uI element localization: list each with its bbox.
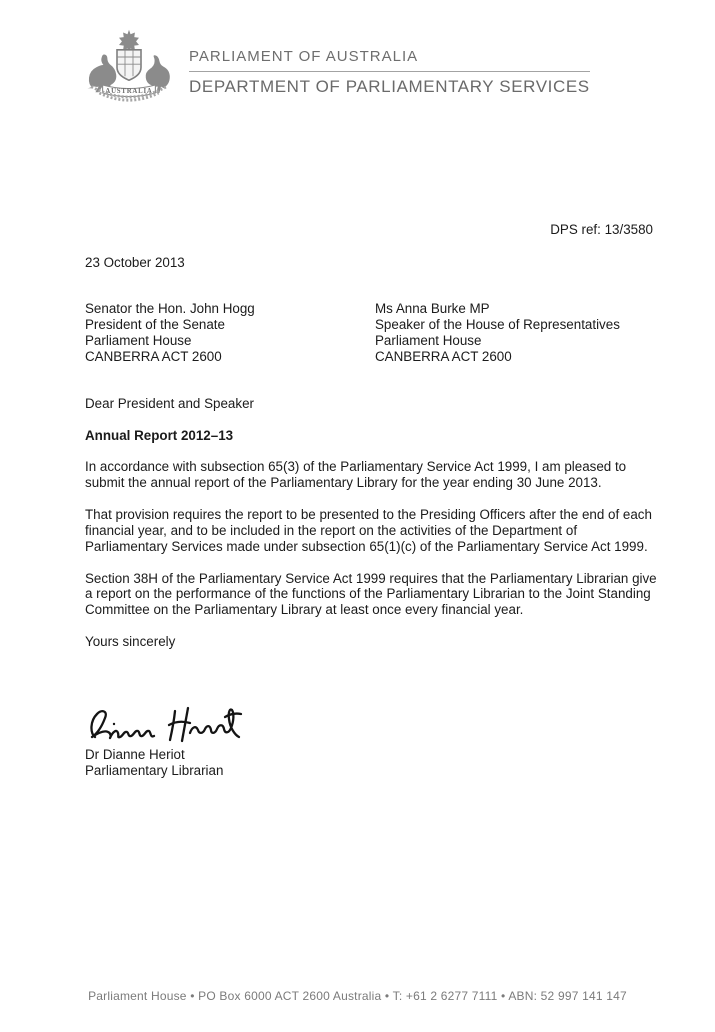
- recipient-line: Senator the Hon. John Hogg: [85, 301, 255, 316]
- org-titles: [189, 28, 590, 97]
- closing: Yours sincerely: [85, 634, 176, 650]
- signature-icon: [83, 697, 273, 749]
- australian-coat-of-arms-icon: [85, 28, 173, 110]
- salutation: Dear President and Speaker: [85, 396, 254, 411]
- recipient-line: Ms Anna Burke MP: [375, 301, 490, 316]
- recipient-line: CANBERRA ACT 2600: [85, 349, 222, 365]
- shield-icon: [117, 50, 141, 80]
- recipient-line: Parliament House: [375, 333, 482, 349]
- paragraph: That provision requires the report to be presented to the Presiding Officers after the end of each financial year, and to be included in the report on the activities of the Department of Parliamentary Services made under subsection 65(1)(c) of the Parliamentary Service Act 1999.: [85, 506, 652, 554]
- paragraph: In accordance with subsection 65(3) of the Parliamentary Service Act 1999, I am pleased to submit the annual report of the Parliamentary Library for the year ending 30 June 2013.: [85, 459, 627, 490]
- recipient-line: President of the Senate: [85, 317, 225, 333]
- recipient-senate-president: [85, 301, 375, 365]
- recipient-blocks: [85, 301, 657, 365]
- org-name-department: DEPARTMENT OF PARLIAMENTARY SERVICES: [189, 77, 590, 96]
- letter-body: [85, 459, 657, 650]
- letterhead: [85, 28, 590, 110]
- signer-title: Parliamentary Librarian: [85, 763, 224, 779]
- recipient-line: CANBERRA ACT 2600: [375, 349, 512, 365]
- signer-block: [85, 747, 223, 779]
- signer-name: Dr Dianne Heriot: [85, 747, 185, 762]
- recipient-line: Speaker of the House of Representatives: [375, 317, 620, 333]
- footer-contact-line: Parliament House • PO Box 6000 ACT 2600 Australia • T: +61 2 6277 7111 • ABN: 52 997 141 147: [88, 989, 627, 1003]
- recipient-house-speaker: [375, 301, 620, 365]
- letter-date: 23 October 2013: [85, 255, 185, 270]
- dps-reference: DPS ref: 13/3580: [550, 222, 653, 237]
- recipient-line: Parliament House: [85, 333, 192, 349]
- org-name-parliament: PARLIAMENT OF AUSTRALIA: [189, 48, 590, 72]
- subject-line: Annual Report 2012–13: [85, 428, 234, 443]
- paragraph: Section 38H of the Parliamentary Service Act 1999 requires that the Parliamentary Librarian give a report on the performance of the functions of the Parliamentary Librarian to the Joint Standing Committee on the Parliamentary Library at least once every financial year.: [85, 570, 657, 618]
- banner-text: AUSTRALIA: [105, 88, 153, 95]
